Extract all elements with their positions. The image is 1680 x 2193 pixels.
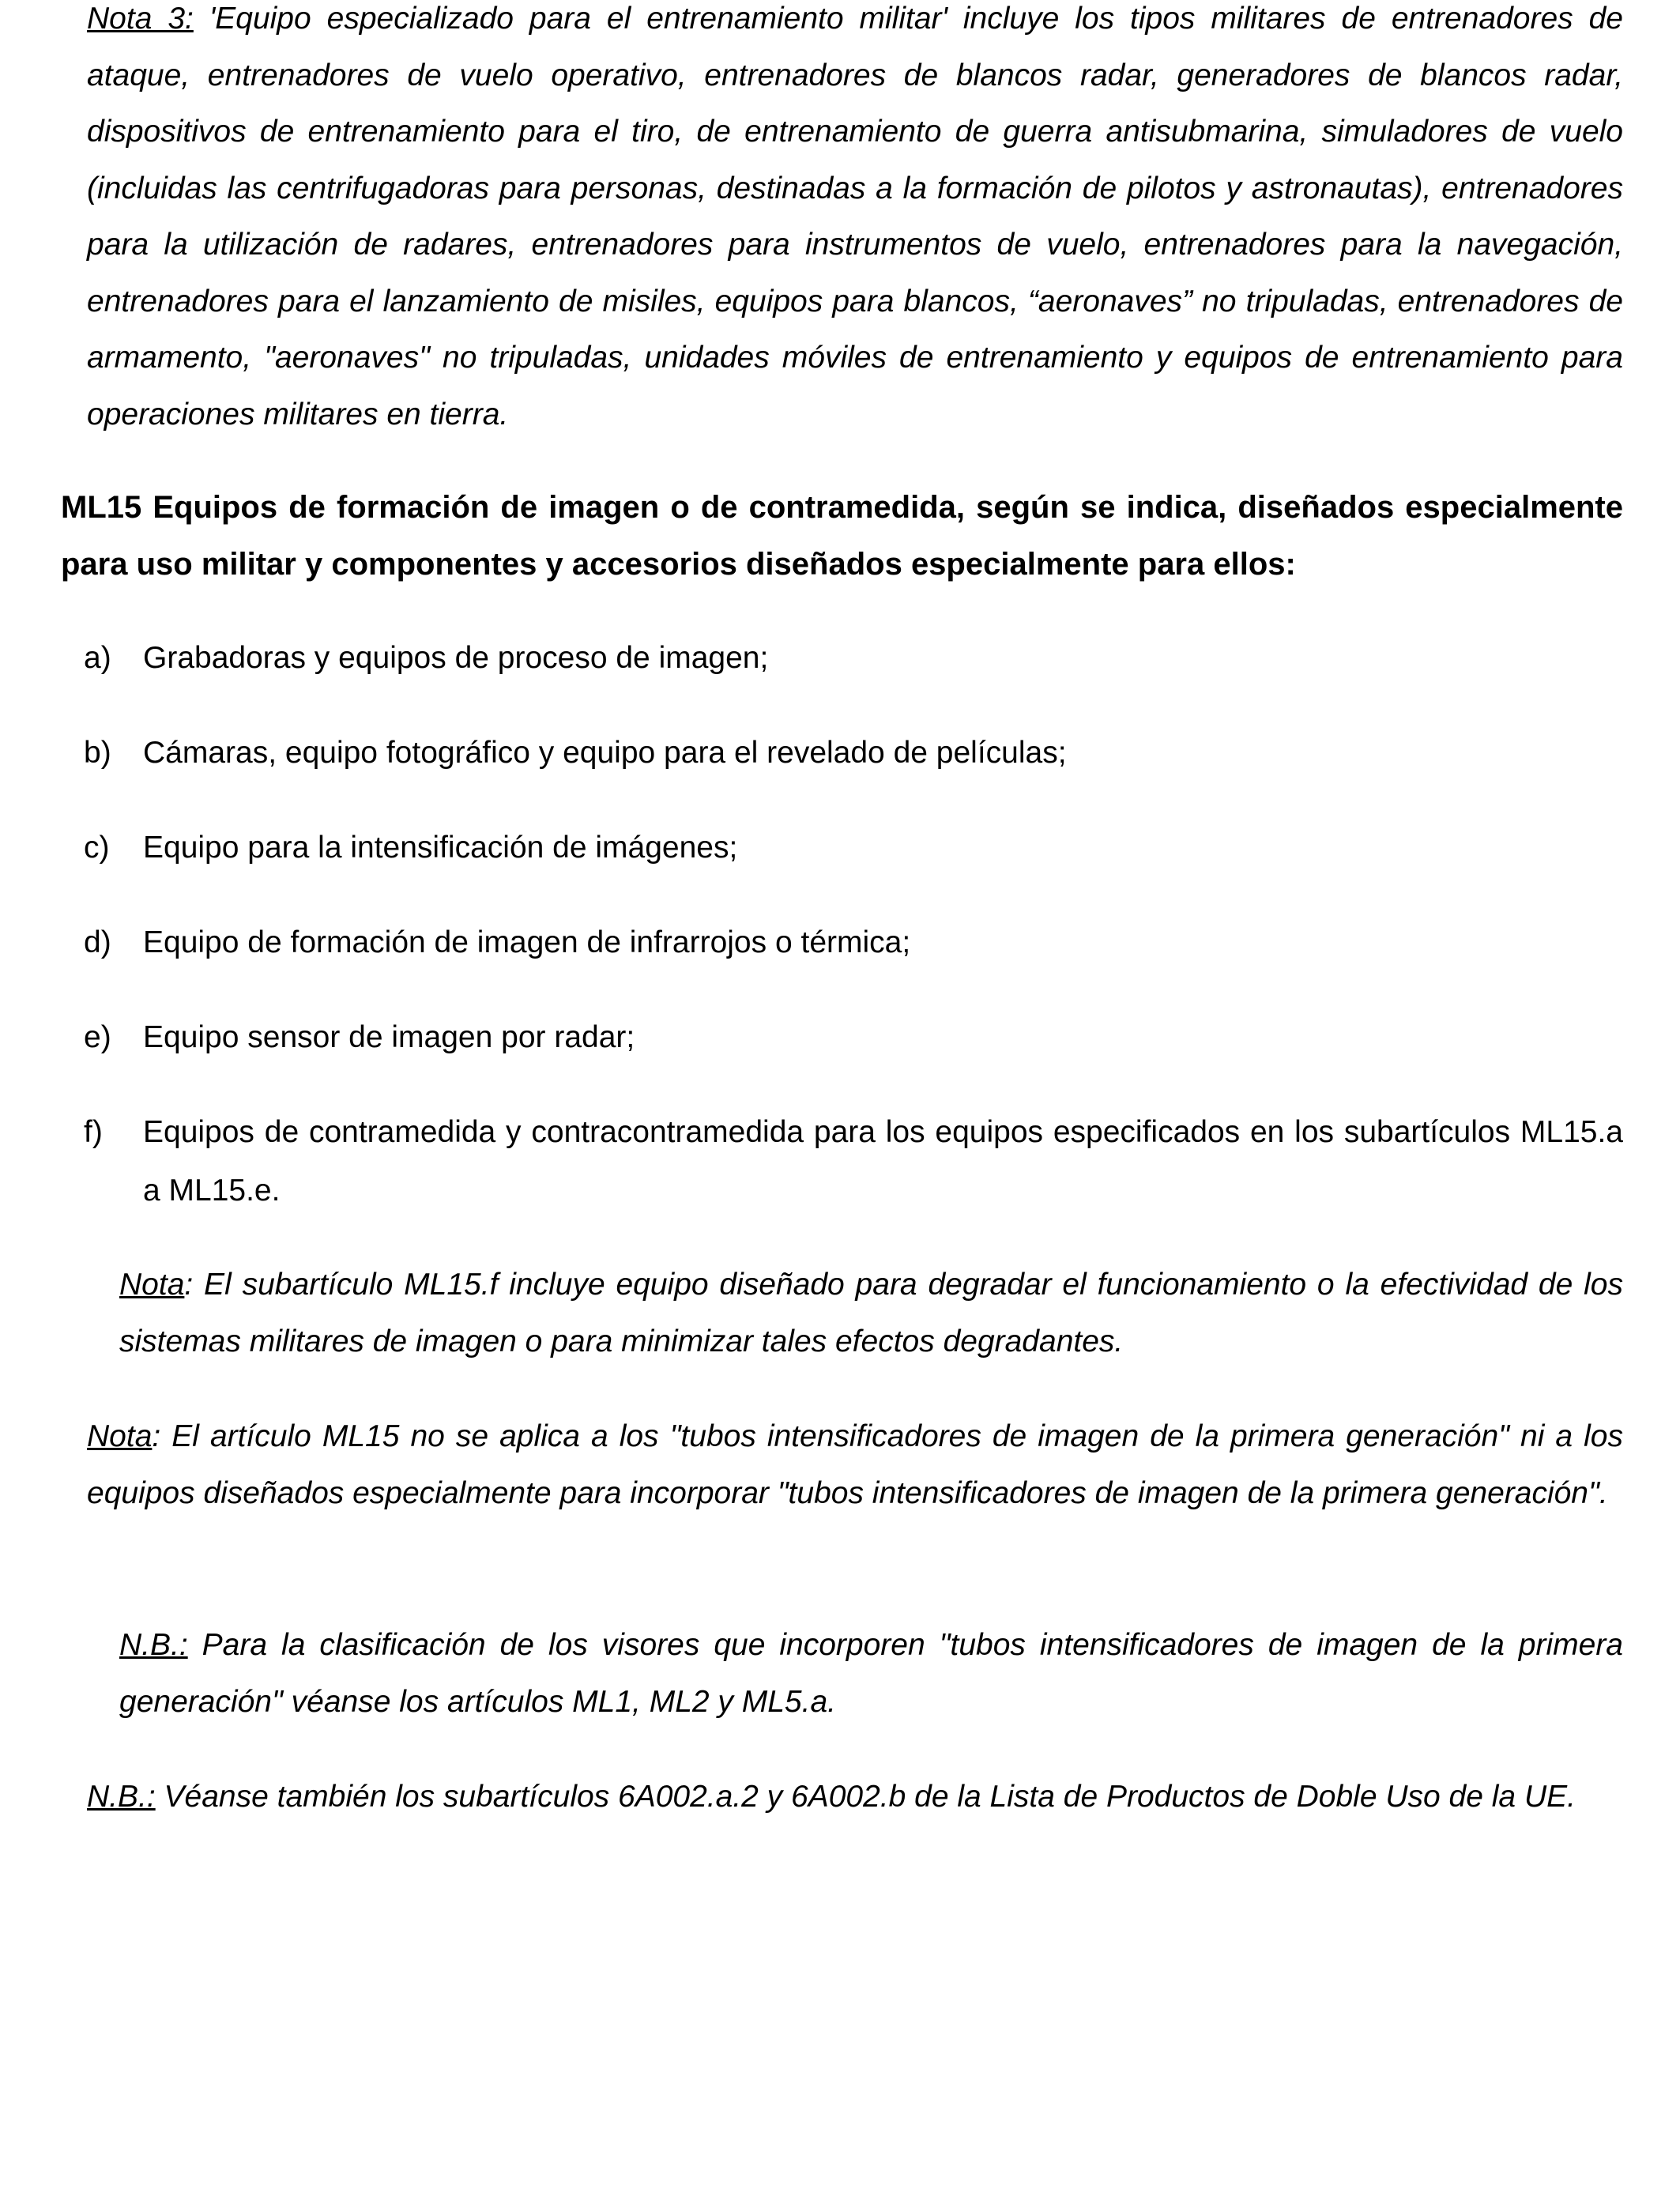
list-item-c bbox=[84, 819, 1623, 877]
nb-text: Para la clasificación de los visores que incorporen "tubos intensificadores de imagen de la primera generación" véanse los artículos ML1, ML2 y ML5.a. bbox=[119, 1628, 1623, 1719]
list-item-text: Equipo de formación de imagen de infrarrojos o térmica; bbox=[143, 925, 911, 959]
list-item-text: Equipos de contramedida y contracontramedida para los equipos especificados en los subartículos ML15.a a ML15.e. bbox=[143, 1115, 1623, 1208]
nb-doble-uso-paragraph bbox=[87, 1769, 1623, 1826]
list-item-f bbox=[84, 1103, 1623, 1220]
nb-label: N.B.: bbox=[119, 1628, 188, 1662]
nota-3-label: Nota 3: bbox=[87, 2, 194, 36]
list-item-text: Equipo para la intensificación de imágenes; bbox=[143, 831, 738, 865]
list-item-label: c) bbox=[84, 831, 110, 865]
list-item-text: Equipo sensor de imagen por radar; bbox=[143, 1020, 635, 1054]
nota-text: : El subartículo ML15.f incluye equipo diseñado para degradar el funcionamiento o la efectividad de los sistemas militares de imagen o para minimizar tales efectos degradantes. bbox=[119, 1268, 1623, 1358]
list-item-d bbox=[84, 914, 1623, 972]
list-item-label: d) bbox=[84, 925, 111, 959]
nota-label: Nota bbox=[87, 1419, 153, 1453]
nb-label: N.B.: bbox=[87, 1780, 156, 1814]
nota-ml15f-paragraph bbox=[119, 1257, 1623, 1370]
list-item-b bbox=[84, 724, 1623, 782]
list-item-label: e) bbox=[84, 1020, 111, 1054]
list-item-a bbox=[84, 629, 1623, 688]
ml15-heading: ML15 Equipos de formación de imagen o de contramedida, según se indica, diseñados especialmente para uso militar y componentes y accesorios diseñados especialmente para ellos: bbox=[61, 490, 1623, 582]
list-item-text: Cámaras, equipo fotográfico y equipo para el revelado de películas; bbox=[143, 736, 1067, 770]
list-item-text: Grabadoras y equipos de proceso de imagen; bbox=[143, 641, 769, 675]
nota-ml15-paragraph bbox=[87, 1408, 1623, 1521]
nota-3-text: 'Equipo especializado para el entrenamiento militar' incluye los tipos militares de entrenadores de ataque, entrenadores de vuelo operativo, entrenadores de blancos radar, generadores de blancos radar, dispositivos de entrenamiento para el tiro, de entrenamiento de guerra antisubmarina, simuladores de vuelo (incluidas las centrifugadoras para personas, destinadas a la formación de pilotos y astronautas), entrenadores para la utilización de radares, entrenadores para instrumentos de vuelo, entrenadores para la navegación, entrenadores para el lanzamiento de misiles, equipos para blancos, “aeronaves” no tripuladas, entrenadores de armamento, "aeronaves" no tripuladas, unidades móviles de entrenamiento y equipos de entrenamiento para operaciones militares en tierra. bbox=[87, 2, 1623, 431]
list-item-label: b) bbox=[84, 736, 111, 770]
list-item-label: f) bbox=[84, 1115, 103, 1149]
list-item-label: a) bbox=[84, 641, 111, 675]
nb-visores-paragraph bbox=[119, 1617, 1623, 1730]
nota-3-paragraph bbox=[87, 0, 1623, 443]
nota-label: Nota bbox=[119, 1268, 185, 1302]
nb-text: Véanse también los subartículos 6A002.a.2 y 6A002.b de la Lista de Productos de Doble Uso de la UE. bbox=[155, 1780, 1576, 1814]
nota-text: : El artículo ML15 no se aplica a los "tubos intensificadores de imagen de la primera generación" ni a los equipos diseñados especialmente para incorporar "tubos intensificadores de imagen de la primera generación". bbox=[87, 1419, 1623, 1510]
list-item-e bbox=[84, 1008, 1623, 1067]
